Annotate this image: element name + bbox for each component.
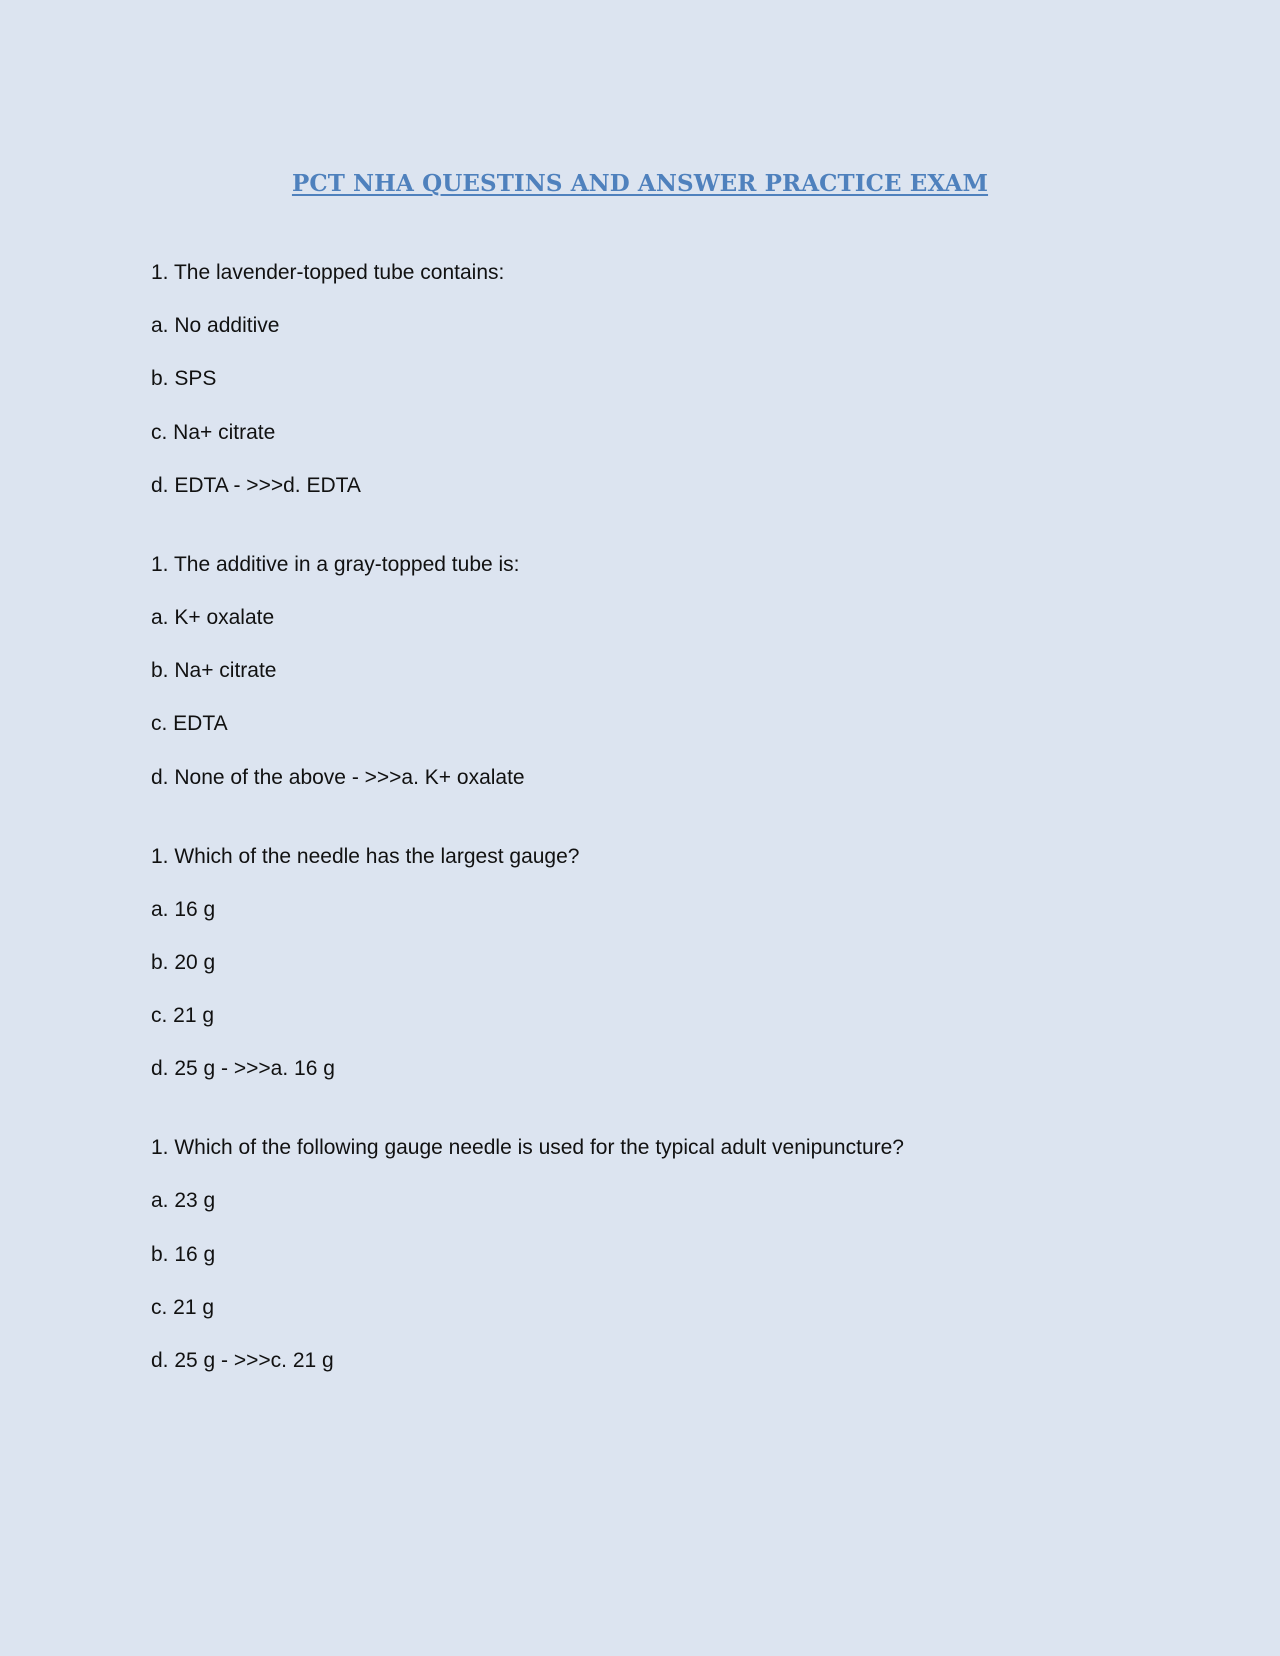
question-block-4 [151, 1135, 1151, 1374]
answer-option-a: a. K+ oxalate [151, 605, 275, 629]
answer-option-c: c. 21 g [151, 1004, 215, 1028]
answer-option-b: b. 16 g [151, 1242, 216, 1266]
question-text: 1. Which of the needle has the largest gauge? [151, 844, 580, 868]
question-text: 1. The additive in a gray-topped tube is: [151, 552, 520, 576]
answer-option-d: d. 25 g - >>>c. 21 g [151, 1349, 334, 1372]
answer-option-c: c. Na+ citrate [151, 420, 276, 444]
answer-option-c: c. EDTA [151, 712, 228, 736]
answer-option-a: a. 16 g [151, 897, 216, 921]
document-title: PCT NHA QUESTINS AND ANSWER PRACTICE EXAM [291, 170, 989, 197]
answer-option-a: a. 23 g [151, 1189, 216, 1213]
answer-option-b: b. SPS [151, 367, 217, 391]
question-block-2 [151, 552, 1151, 791]
answer-option-b: b. 20 g [151, 950, 216, 974]
answer-option-d: d. None of the above - >>>a. K+ oxalate [151, 765, 525, 789]
question-text: 1. The lavender-topped tube contains: [151, 261, 505, 284]
answer-option-d: d. EDTA - >>>d. EDTA [151, 473, 361, 497]
question-list [151, 260, 1151, 1427]
answer-option-d: d. 25 g - >>>a. 16 g [151, 1057, 335, 1081]
question-block-1 [151, 260, 1151, 499]
answer-option-a: a. No additive [151, 314, 280, 338]
answer-option-c: c. 21 g [151, 1295, 215, 1319]
question-block-3 [151, 844, 1151, 1083]
answer-option-b: b. Na+ citrate [151, 659, 277, 683]
question-text: 1. Which of the following gauge needle is used for the typical adult venipuncture? [151, 1136, 904, 1160]
